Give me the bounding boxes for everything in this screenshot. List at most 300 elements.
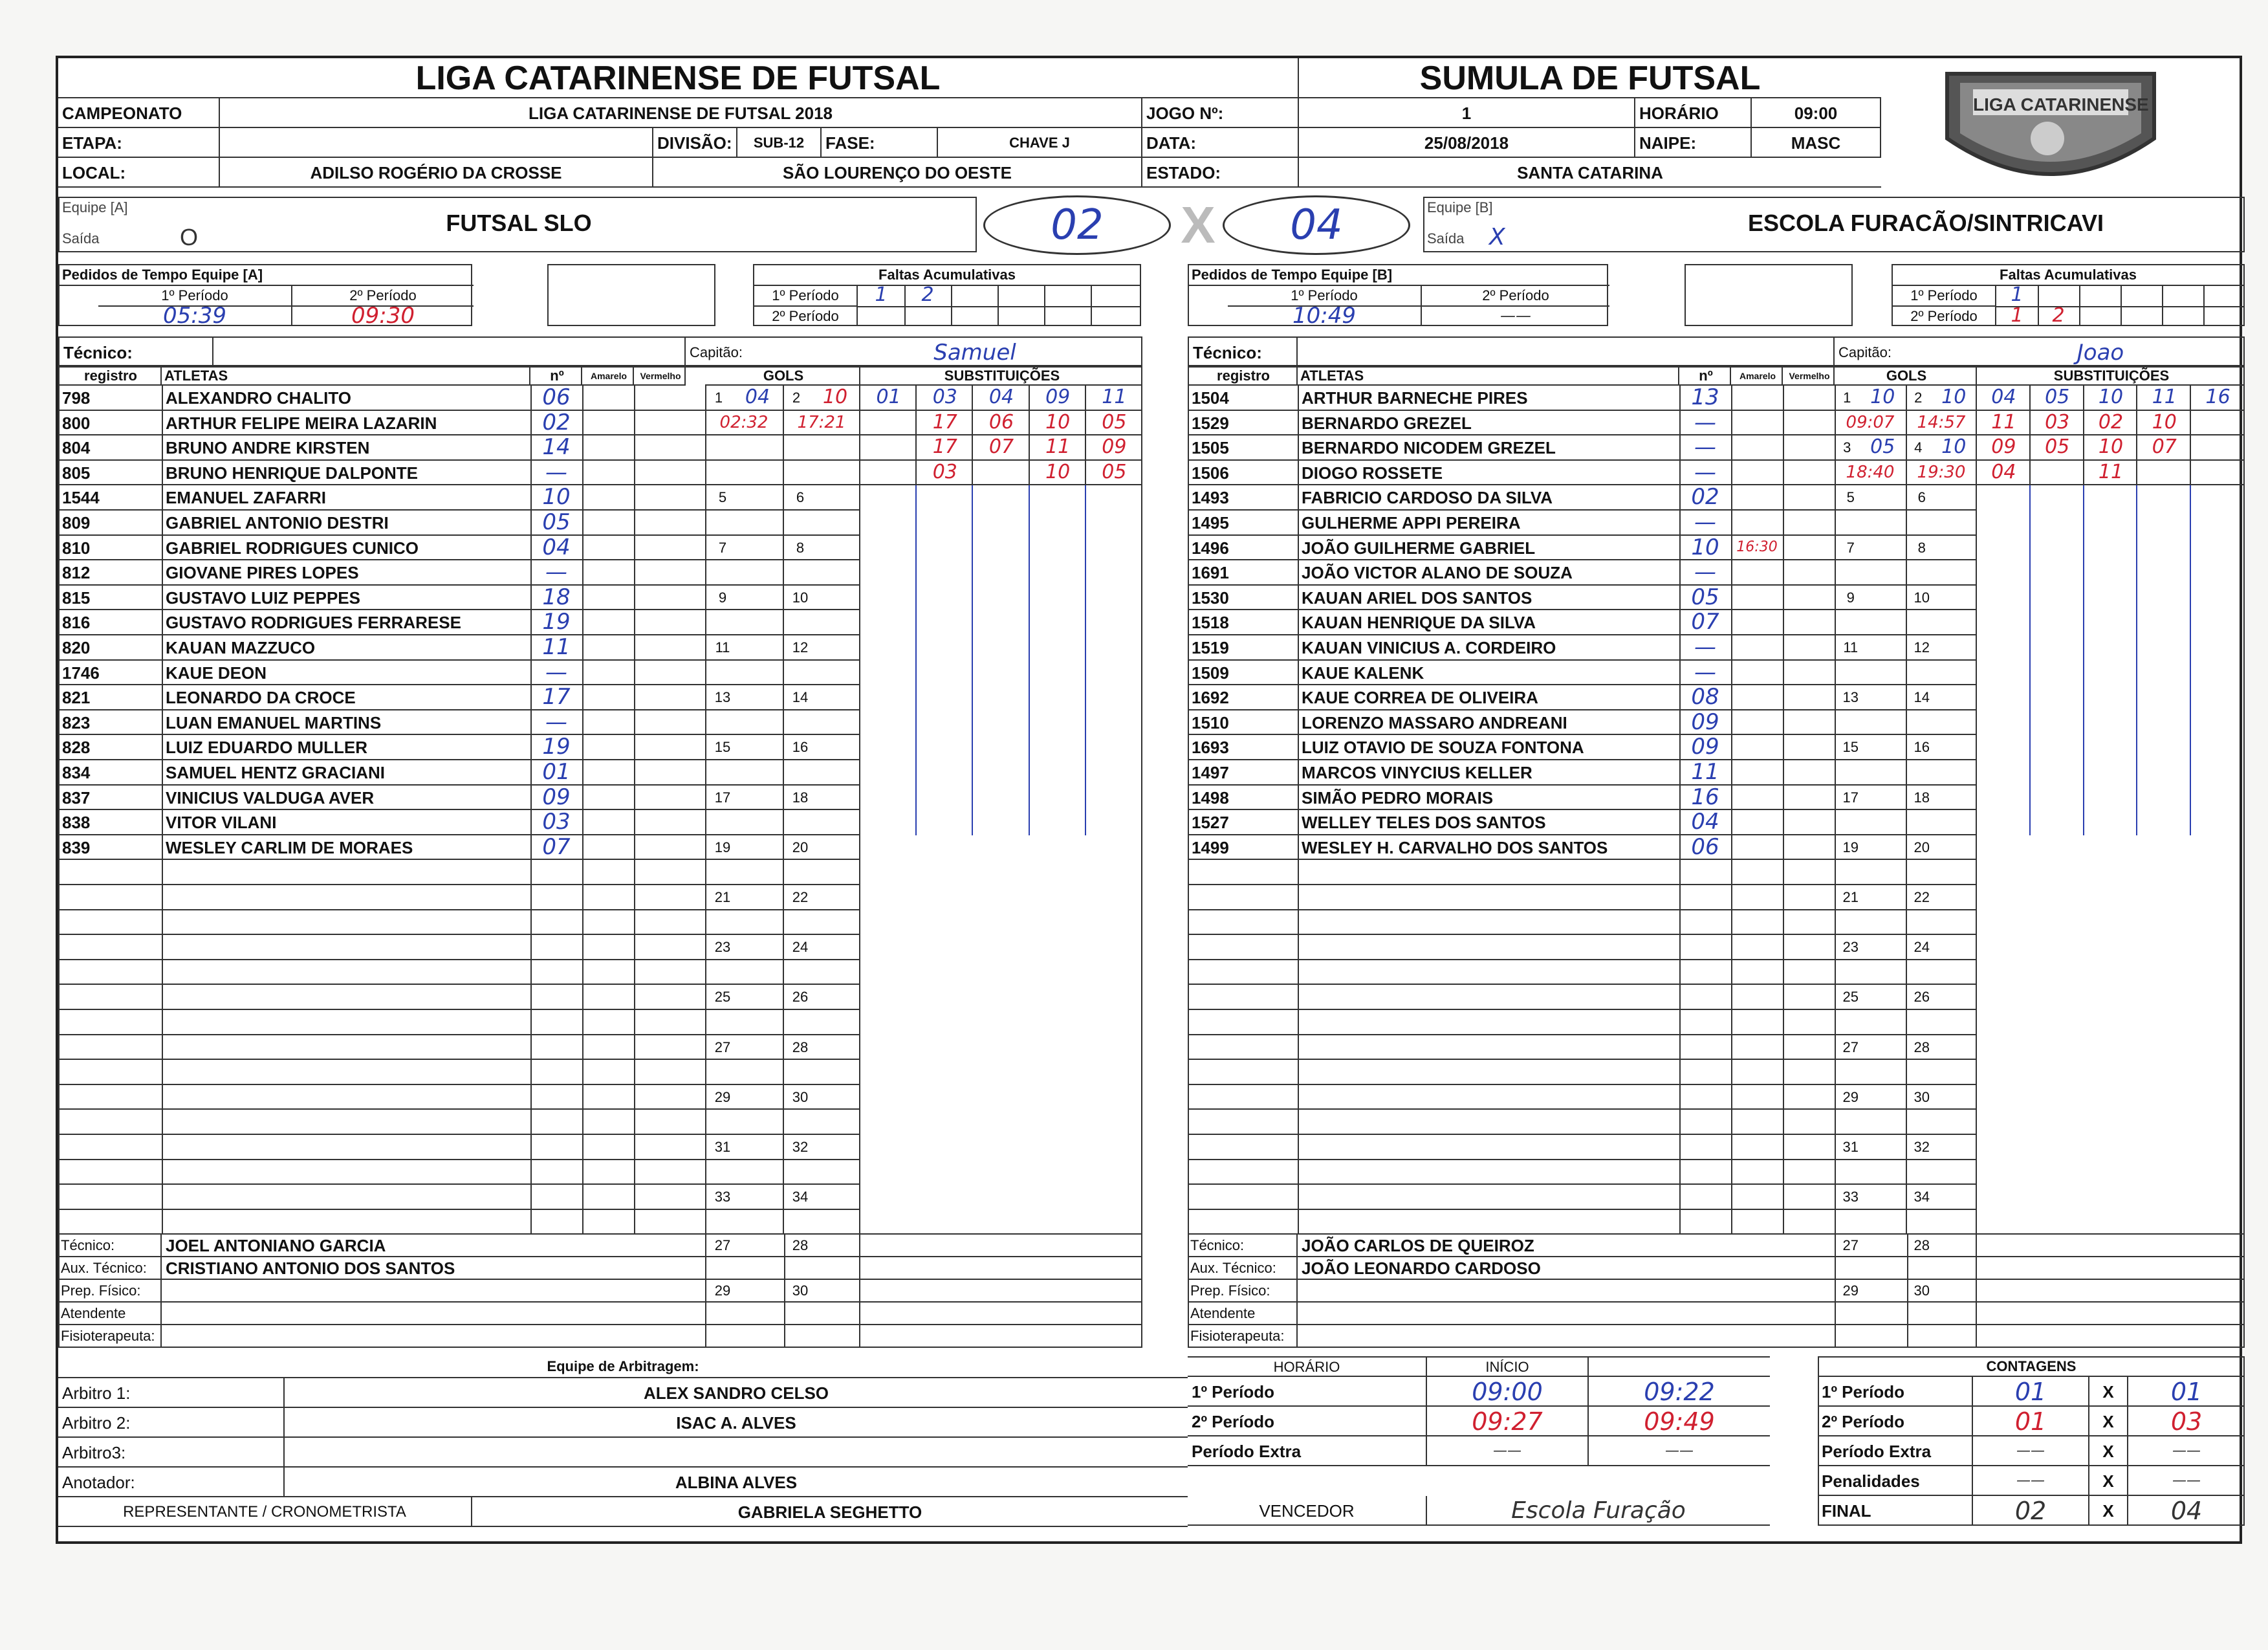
player-name: WESLEY H. CARVALHO DOS SANTOS (1302, 837, 1608, 857)
team-a-fouls-p2-label: 2º Período (754, 307, 858, 326)
team_a-col-subs: SUBSTITUIÇÕES (860, 366, 1142, 386)
goal-entry: 10 (1941, 435, 1967, 459)
goal-number: 3 (1843, 439, 1851, 456)
staff-goal-cell (1835, 1325, 1977, 1348)
score-b: 04 (1290, 201, 1343, 249)
counts-team-b: 04 (2170, 1497, 2203, 1525)
goal-number: 22 (1914, 889, 1930, 905)
player-name: GABRIEL ANTONIO DESTRI (166, 513, 389, 533)
official-value: ALBINA ALVES (675, 1473, 798, 1492)
staff-label: Prep. Físico: (1188, 1280, 1298, 1303)
team-a-fouls (753, 264, 1141, 326)
player-name: LUIZ EDUARDO MULLER (166, 738, 367, 758)
vencedor-value: Escola Furação (1427, 1496, 1770, 1526)
player-name: ALEXANDRO CHALITO (166, 388, 351, 408)
player-registro: 1496 (1192, 538, 1229, 558)
subs-entry: 02 (2098, 410, 2124, 434)
goal-entry: 10 (822, 386, 848, 408)
timing-horario-label: HORÁRIO (1188, 1356, 1427, 1377)
player-registro: 1692 (1192, 688, 1229, 708)
staff-value: JOEL ANTONIANO GARCIA (166, 1236, 386, 1256)
counts-x: X (2089, 1407, 2128, 1436)
team_b-col-gols: GOLS (1835, 366, 1977, 386)
player-number: 07 (1691, 609, 1719, 635)
team-a-fouls-label: Faltas Acumulativas (754, 265, 1140, 286)
team-b-foul-p2-2: 2 (2052, 304, 2065, 327)
team_b-col-vermelho: Vermelho (1783, 366, 1835, 386)
goal-number: 34 (1914, 1189, 1930, 1205)
player-name: ARTHUR BARNECHE PIRES (1302, 388, 1528, 408)
player-registro: 838 (62, 813, 91, 833)
player-number: — (545, 459, 567, 485)
player-name: LORENZO MASSARO ANDREANI (1302, 712, 1567, 732)
subs-entry: 04 (1991, 386, 2016, 408)
officials-title: Equipe de Arbitragem: (547, 1358, 699, 1374)
goal-number: 1 (714, 390, 723, 406)
goal-number: 8 (1917, 539, 1926, 556)
counts-team-a: 01 (1973, 1377, 2089, 1407)
player-number: 11 (542, 634, 571, 660)
timing-period-label: Período Extra (1188, 1436, 1427, 1466)
subs-entry: 17 (932, 410, 957, 434)
subs-entry: 07 (988, 435, 1014, 459)
goal-entry: 02:32 (719, 412, 769, 432)
player-number: 16 (1691, 784, 1719, 810)
player-name: SIMÃO PEDRO MORAIS (1302, 787, 1494, 808)
timing-end: —— (1589, 1436, 1770, 1466)
player-name: GIOVANE PIRES LOPES (166, 563, 359, 583)
player-registro: 1499 (1192, 837, 1229, 857)
player-registro: 809 (62, 513, 91, 533)
official-label: Arbitro 2: (58, 1408, 285, 1438)
team_b-col-n: nº (1679, 366, 1731, 386)
player-name: BRUNO HENRIQUE DALPONTE (166, 463, 419, 483)
team-a-saida-mark: O (180, 224, 199, 250)
goal-number: 32 (1914, 1139, 1930, 1155)
score-b-oval (1223, 195, 1410, 255)
goal-number: 27 (1842, 1237, 1859, 1254)
player-name: LUAN EMANUEL MARTINS (166, 712, 382, 732)
goal-number: 18 (792, 789, 809, 806)
team-b-fouls (1892, 264, 2245, 326)
counts-title: CONTAGENS (1818, 1356, 2245, 1377)
team-a-roster (58, 336, 1142, 1346)
team-a-fouls-grid (858, 283, 1140, 326)
goal-number: 23 (1842, 939, 1859, 956)
team-a-box (58, 197, 977, 252)
goal-number: 32 (792, 1139, 809, 1155)
city-value: SÃO LOURENÇO DO OESTE (653, 158, 1142, 188)
player-number: 01 (542, 759, 571, 785)
goal-number: 15 (1842, 739, 1859, 756)
official-label: Arbitro 1: (58, 1378, 285, 1408)
data-value: 25/08/2018 (1299, 128, 1635, 158)
goal-number: 22 (792, 889, 809, 905)
team-a-timeout-label: Pedidos de Tempo Equipe [A] (60, 265, 474, 286)
subs-entry: 11 (1991, 410, 2016, 434)
goal-number: 6 (796, 489, 805, 506)
counts-team-a: —— (1973, 1466, 2089, 1496)
goal-number: 17 (1842, 789, 1859, 806)
goal-number: 29 (714, 1088, 731, 1105)
timing-end-header (1589, 1356, 1770, 1377)
player-name: JOÃO GUILHERME GABRIEL (1302, 538, 1536, 558)
goal-number: 12 (1914, 639, 1930, 655)
team-b-fouls-p1-label: 1º Período (1893, 286, 1996, 307)
horario-label: HORÁRIO (1635, 98, 1752, 128)
counts-x: X (2089, 1496, 2128, 1526)
player-registro: 1527 (1192, 813, 1229, 833)
goal-number: 8 (796, 539, 805, 556)
team-a-timeout-p2: 09:30 (351, 303, 415, 329)
goal-number: 20 (792, 839, 809, 855)
team-b-roster (1188, 336, 2245, 1346)
staff-value (1298, 1325, 1835, 1348)
player-registro: 1544 (62, 488, 100, 508)
player-name: GUSTAVO RODRIGUES FERRARESE (166, 613, 461, 633)
player-registro: 834 (62, 763, 91, 782)
player-name: KAUE DEON (166, 663, 267, 683)
counts-team-a: 02 (1973, 1496, 2089, 1526)
goal-entry: 14:57 (1917, 412, 1966, 432)
counts-team-b: —— (2172, 1443, 2201, 1459)
jogo-label: JOGO Nº: (1142, 98, 1299, 128)
player-registro: 1691 (1192, 563, 1229, 583)
player-number: 18 (542, 584, 571, 610)
subs-entry: 03 (932, 386, 957, 408)
player-name: LUIZ OTAVIO DE SOUZA FONTONA (1302, 738, 1584, 758)
goal-number: 28 (792, 1039, 809, 1055)
player-name: KAUAN ARIEL DOS SANTOS (1302, 588, 1532, 608)
player-registro: 1504 (1192, 388, 1229, 408)
player-number: 09 (1691, 734, 1719, 760)
team_b-roster-frame (1188, 366, 2245, 1235)
goal-number: 19 (1842, 839, 1859, 855)
staff-value (162, 1303, 705, 1325)
counts-label: Penalidades (1818, 1466, 1973, 1496)
goal-number: 26 (1914, 989, 1930, 1006)
player-number: — (1694, 634, 1716, 660)
data-label: DATA: (1142, 128, 1299, 158)
staff-value (162, 1325, 705, 1348)
player-name: LEONARDO DA CROCE (166, 688, 356, 708)
timing-period-label: 1º Período (1188, 1377, 1427, 1407)
counts-label: Período Extra (1818, 1436, 1973, 1466)
player-number: — (545, 559, 567, 586)
goal-number: 10 (792, 589, 809, 606)
player-number: 13 (1691, 384, 1719, 410)
team_b-tecnico-sign (1298, 336, 1835, 366)
goal-number: 29 (1842, 1282, 1859, 1299)
player-number: — (1694, 409, 1716, 435)
team-b-fouls-p2-label: 2º Período (1893, 307, 1996, 326)
goal-entry: 10 (1870, 386, 1895, 408)
goal-number: 4 (1914, 439, 1923, 456)
counts-team-a: —— (1973, 1436, 2089, 1466)
staff-goal-cell (705, 1325, 860, 1348)
counts-x: X (2089, 1436, 2128, 1466)
player-name: GUSTAVO LUIZ PEPPES (166, 588, 360, 608)
player-registro: 1495 (1192, 513, 1229, 533)
subs-entry: 17 (932, 435, 957, 459)
subs-entry: 09 (1102, 435, 1127, 459)
goal-number: 33 (714, 1189, 731, 1205)
official-value (285, 1438, 1188, 1468)
subs-entry: 04 (988, 386, 1014, 408)
subs-entry: 05 (1102, 460, 1127, 483)
counts-x: X (2089, 1377, 2128, 1407)
player-number: 02 (542, 409, 571, 435)
goal-entry: 09:07 (1846, 412, 1895, 432)
staff-value: CRISTIANO ANTONIO DOS SANTOS (166, 1259, 455, 1279)
subs-entry: 11 (2098, 460, 2124, 483)
player-name: BRUNO ANDRE KIRSTEN (166, 438, 370, 458)
player-number: 09 (542, 784, 571, 810)
team_a-tecnico-sign (213, 336, 686, 366)
naipe-value: MASC (1752, 128, 1881, 158)
goal-entry: 19:30 (1917, 462, 1966, 482)
team_b-capitao-label: Capitão: (1835, 336, 1957, 366)
team-a-foul-2: 2 (921, 283, 934, 306)
player-number: 17 (542, 684, 571, 710)
staff-value (162, 1280, 705, 1303)
official-label: Anotador: (58, 1468, 285, 1497)
team-b-saida-mark: X (1489, 224, 1505, 250)
subs-entry: 01 (876, 386, 901, 408)
player-name: VINICIUS VALDUGA AVER (166, 787, 375, 808)
player-registro: 1498 (1192, 787, 1229, 808)
player-number: 14 (542, 434, 571, 461)
goal-number: 21 (1842, 889, 1859, 905)
player-registro: 804 (62, 438, 91, 458)
fase-label: FASE: (822, 128, 938, 158)
goal-number: 14 (792, 689, 809, 706)
staff-goal-cell (1835, 1303, 1977, 1325)
team-b-equipe-label: Equipe [B] (1427, 199, 1493, 215)
subs-entry: 11 (1102, 386, 1127, 408)
subs-entry: 05 (2045, 386, 2070, 408)
subs-entry: 07 (2152, 435, 2177, 459)
counts-label: FINAL (1818, 1496, 1973, 1526)
goal-number: 2 (792, 390, 801, 406)
goal-number: 24 (792, 939, 809, 956)
player-registro: 812 (62, 563, 91, 583)
player-name: VITOR VILANI (166, 813, 277, 833)
goal-number: 30 (792, 1282, 809, 1299)
team_b-col-amarelo: Amarelo (1731, 366, 1783, 386)
player-registro: 1518 (1192, 613, 1229, 633)
player-name: KAUAN HENRIQUE DA SILVA (1302, 613, 1536, 633)
player-registro: 1505 (1192, 438, 1229, 458)
goal-number: 29 (1842, 1088, 1859, 1105)
player-name: GULHERME APPI PEREIRA (1302, 513, 1521, 533)
goal-number: 5 (1846, 489, 1855, 506)
counts-team-a: 01 (1973, 1407, 2089, 1436)
team_a-col-vermelho: Vermelho (634, 366, 686, 386)
player-registro: 1510 (1192, 712, 1229, 732)
team-b-saida-label: Saída (1427, 230, 1465, 247)
goal-number: 23 (714, 939, 731, 956)
goal-number: 15 (714, 739, 731, 756)
rep-value: GABRIELA SEGHETTO (472, 1497, 1188, 1527)
goal-number: 29 (714, 1282, 731, 1299)
player-registro: 828 (62, 738, 91, 758)
staff-label: Aux. Técnico: (58, 1257, 162, 1280)
player-registro: 805 (62, 463, 91, 483)
subs-entry: 05 (1102, 410, 1127, 434)
subs-entry: 10 (2098, 386, 2124, 408)
player-name: EMANUEL ZAFARRI (166, 488, 326, 508)
player-number: — (1694, 509, 1716, 535)
player-registro: 810 (62, 538, 91, 558)
score-a: 02 (1051, 201, 1104, 249)
player-name: WELLEY TELES DOS SANTOS (1302, 813, 1546, 833)
goal-number: 18 (1914, 789, 1930, 806)
team-b-timeout-label: Pedidos de Tempo Equipe [B] (1189, 265, 1609, 286)
team-b-foul-1: 1 (2011, 283, 2023, 306)
player-registro: 1497 (1192, 763, 1229, 782)
jogo-value: 1 (1299, 98, 1635, 128)
goal-number: 9 (1846, 589, 1855, 606)
official-value: ALEX SANDRO CELSO (643, 1383, 829, 1403)
staff-label: Atendente (1188, 1303, 1298, 1325)
player-registro: 837 (62, 787, 91, 808)
team-a-timeout-p2-label: 2º Período (292, 286, 474, 307)
team_a-col-n: nº (530, 366, 582, 386)
campeonato-label: CAMPEONATO (58, 98, 220, 128)
player-registro: 1519 (1192, 638, 1229, 657)
campeonato-value: LIGA CATARINENSE DE FUTSAL 2018 (220, 98, 1142, 128)
staff-label: Fisioterapeuta: (58, 1325, 162, 1348)
staff-label: Técnico: (58, 1235, 162, 1257)
player-name: KAUAN VINICIUS A. CORDEIRO (1302, 638, 1556, 657)
team_b-col-atletas: ATLETAS (1298, 366, 1679, 386)
timing-start: 09:00 (1427, 1377, 1589, 1407)
staff-value (1298, 1280, 1835, 1303)
team-b-blank-box (1685, 264, 1853, 326)
goal-number: 27 (714, 1039, 731, 1055)
player-number: — (1694, 459, 1716, 485)
team-b-timeout-p1: 10:49 (1228, 305, 1422, 326)
player-number: — (1694, 434, 1716, 461)
subs-entry: 10 (1045, 410, 1071, 434)
team_a-capitao-value: Samuel (809, 336, 1142, 366)
player-registro: 823 (62, 712, 91, 732)
goal-number: 28 (1914, 1237, 1930, 1254)
player-number: 09 (1691, 709, 1719, 735)
goal-number: 9 (718, 589, 727, 606)
goal-number: 1 (1843, 390, 1851, 406)
etapa-label: ETAPA: (58, 128, 220, 158)
goal-entry: 18:40 (1846, 462, 1895, 482)
goal-number: 7 (718, 539, 727, 556)
horario-value: 09:00 (1752, 98, 1881, 128)
player-registro: 820 (62, 638, 91, 657)
staff-value: JOÃO LEONARDO CARDOSO (1302, 1259, 1541, 1279)
player-registro: 821 (62, 688, 91, 708)
team_a-col-registro: registro (58, 366, 162, 386)
goal-number: 14 (1914, 689, 1930, 706)
goal-number: 7 (1846, 539, 1855, 556)
officials-table (58, 1377, 1188, 1546)
timing-inicio-label: INÍCIO (1427, 1356, 1589, 1377)
rep-label: REPRESENTANTE / CRONOMETRISTA (58, 1497, 472, 1527)
player-registro: 839 (62, 837, 91, 857)
player-number: 10 (1691, 534, 1719, 560)
team-b-timeouts (1188, 264, 1608, 329)
logo-text: LIGA CATARINENSE (1973, 94, 2149, 115)
goal-number: 30 (1914, 1282, 1930, 1299)
player-number: 07 (542, 833, 571, 860)
counts-label: 2º Período (1818, 1407, 1973, 1436)
player-registro: 1529 (1192, 413, 1229, 433)
team_b-col-registro: registro (1188, 366, 1298, 386)
yellow-card-note: 16:30 (1736, 538, 1778, 555)
subs-entry: 11 (2152, 386, 2177, 408)
player-registro: 1509 (1192, 663, 1229, 683)
player-number: — (1694, 559, 1716, 586)
player-number: 02 (1691, 484, 1719, 511)
player-registro: 1746 (62, 663, 100, 683)
counts-label: 1º Período (1818, 1377, 1973, 1407)
goal-number: 2 (1914, 390, 1923, 406)
subs-entry: 09 (1045, 386, 1071, 408)
staff-value: JOÃO CARLOS DE QUEIROZ (1302, 1236, 1534, 1256)
player-number: — (1694, 659, 1716, 685)
counts-team-b: 01 (2170, 1378, 2203, 1406)
player-number: 19 (542, 609, 571, 635)
goal-entry: 17:21 (797, 412, 846, 432)
team-a-saida-label: Saída (62, 230, 100, 247)
team_b-capitao-value: Joao (1957, 336, 2245, 366)
player-name: DIOGO ROSSETE (1302, 463, 1443, 483)
naipe-label: NAIPE: (1635, 128, 1752, 158)
player-registro: 1693 (1192, 738, 1229, 758)
subs-entry: 06 (988, 410, 1014, 434)
fase-value: CHAVE J (938, 128, 1142, 158)
subs-entry: 03 (2045, 410, 2070, 434)
sumula-sheet (56, 56, 2242, 1544)
goal-number: 25 (1842, 989, 1859, 1006)
team_a-col-atletas: ATLETAS (162, 366, 530, 386)
goal-entry: 05 (1870, 435, 1895, 459)
team-b-fouls-label: Faltas Acumulativas (1893, 265, 2243, 286)
goal-number: 6 (1917, 489, 1926, 506)
timing-start: 09:27 (1427, 1407, 1589, 1436)
goal-number: 13 (1842, 689, 1859, 706)
player-registro: 800 (62, 413, 91, 433)
subs-entry: 04 (1991, 460, 2016, 483)
team-a-timeouts (58, 264, 472, 329)
player-number: 05 (542, 509, 571, 535)
official-value: ISAC A. ALVES (676, 1413, 796, 1433)
player-name: BERNARDO GREZEL (1302, 413, 1472, 433)
goal-number: 17 (714, 789, 731, 806)
goal-number: 33 (1842, 1189, 1859, 1205)
goal-number: 24 (1914, 939, 1930, 956)
player-registro: 1493 (1192, 488, 1229, 508)
team-a-timeout-p1-label: 1º Período (98, 286, 292, 307)
player-name: JOÃO VICTOR ALANO DE SOUZA (1302, 563, 1573, 583)
player-name: KAUE KALENK (1302, 663, 1424, 683)
player-number: 04 (542, 534, 571, 560)
player-number: 06 (1691, 833, 1719, 860)
player-number: 05 (1691, 584, 1719, 610)
goal-number: 19 (714, 839, 731, 855)
player-name: SAMUEL HENTZ GRACIANI (166, 763, 385, 782)
goal-number: 21 (714, 889, 731, 905)
goal-entry: 10 (1941, 386, 1967, 408)
